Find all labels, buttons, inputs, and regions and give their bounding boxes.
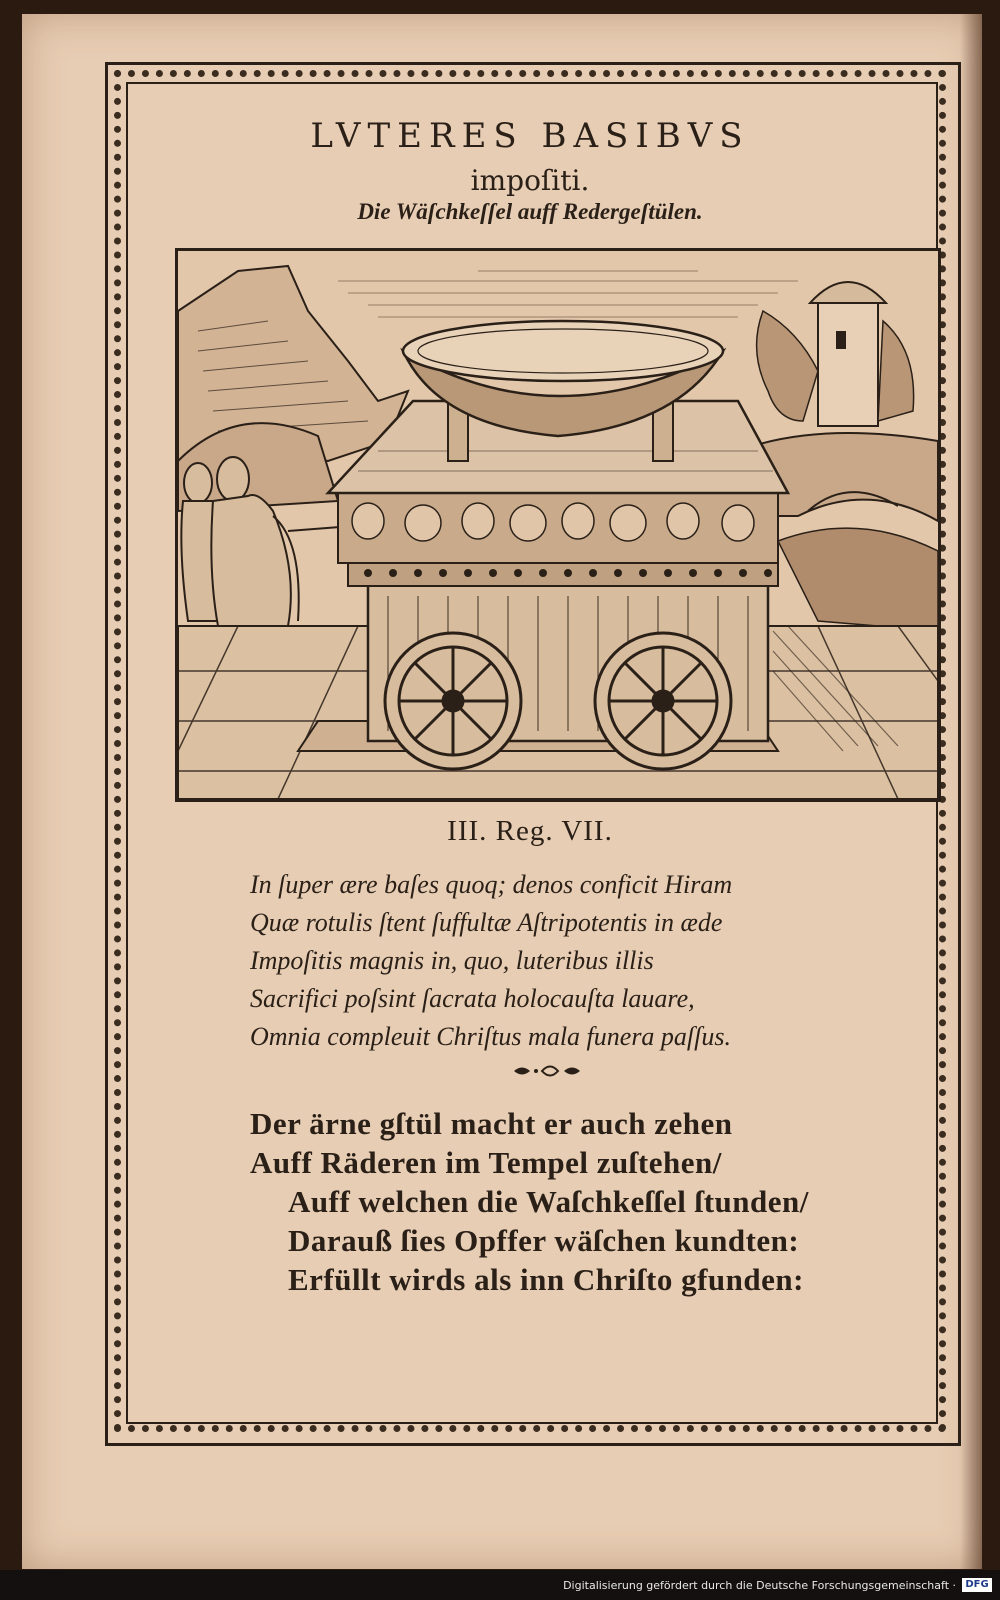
footer-credit-text: Digitalisierung gefördert durch die Deutsche Forschungsgemeinschaft · (563, 1579, 956, 1592)
heading-latin-title: LVTERES BASIBVS (310, 116, 750, 156)
woodcut-laver-on-wheeled-stand-image (178, 251, 938, 799)
latin-verse-line: Impoſitis magnis in, quo, luteribus illis (250, 946, 654, 975)
german-verse-line: Auff welchen die Waſchkeſſel ſtunden/ (288, 1184, 809, 1219)
latin-verse-line: In ſuper ære baſes quoq; denos conficit Hiram (250, 870, 733, 899)
latin-verse-line: Quæ rotulis ſtent ſuffultæ Aſtripotentis in æde (250, 908, 723, 937)
latin-verse-line: Omnia compleuit Chriſtus mala funera paſſus. (250, 1022, 731, 1051)
german-verse-line: Darauß ſies Opffer wäſchen kundten: (288, 1223, 800, 1258)
fleuron-ornament-icon (510, 1062, 585, 1080)
digitization-footer (0, 1570, 1000, 1600)
german-verse-line: Auff Räderen im Tempel zuſtehen/ (250, 1145, 722, 1180)
woodcut-illustration (175, 248, 941, 802)
german-verse-line: Der ärne gſtül macht er auch zehen (250, 1106, 733, 1141)
latin-verse-line: Sacrifici poſsint ſacrata holocauſta lauare, (250, 984, 695, 1013)
heading-latin-subtitle: impoſiti. (470, 164, 590, 197)
german-verse-line: Erfüllt wirds als inn Chriſto gfunden: (288, 1262, 804, 1297)
german-verse-block (250, 1104, 890, 1299)
scripture-reference: III. Reg. VII. (447, 815, 613, 847)
heading-german-title: Die Wäſchkeſſel auff Redergeſtülen. (357, 199, 703, 224)
latin-verse-block (250, 866, 870, 1056)
dfg-logo-icon: DFG (962, 1578, 992, 1592)
